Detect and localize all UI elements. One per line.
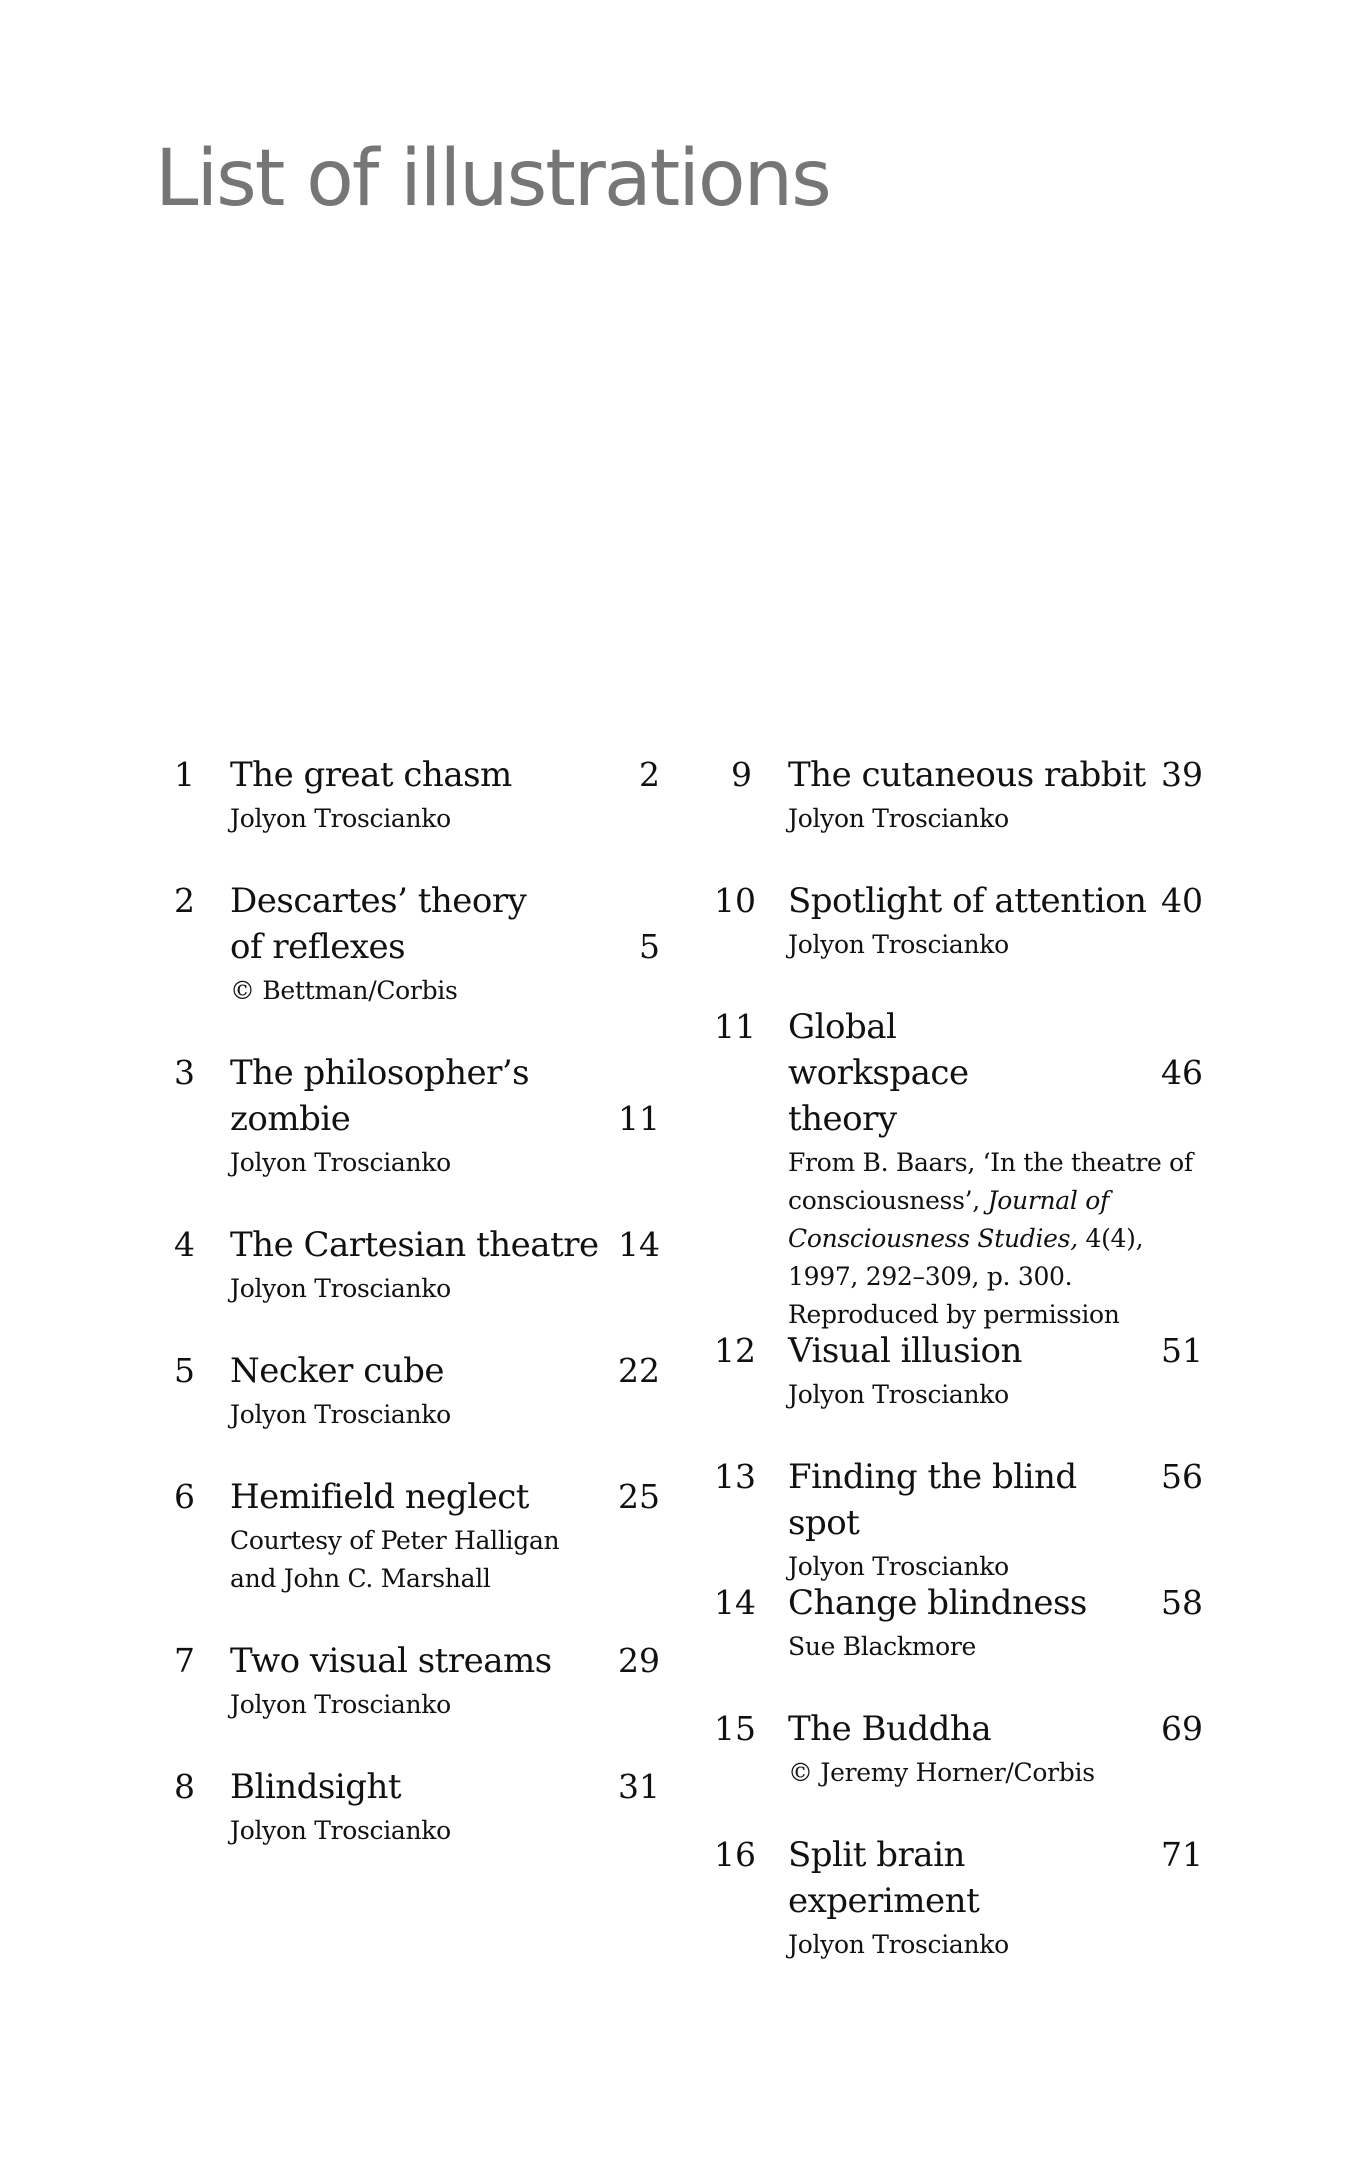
illustration-title: The philosopher’s zombie bbox=[230, 1053, 530, 1139]
credit-text: 4(4), 1997, 292–309, p. 300. Reproduced by permission bbox=[788, 1224, 1144, 1329]
illustration-credit bbox=[788, 1144, 1203, 1334]
illustration-entry bbox=[160, 878, 660, 1050]
page-number: 14 bbox=[618, 1225, 660, 1264]
illustration-number: 11 bbox=[714, 1007, 756, 1046]
illustration-credit: Courtesy of Peter Halligan and John C. Marshall bbox=[230, 1526, 560, 1593]
illustration-number: 10 bbox=[714, 881, 756, 920]
illustration-number: 16 bbox=[714, 1835, 756, 1874]
illustration-entry bbox=[714, 1580, 1203, 1706]
illustration-credit: © Jeremy Horner/Corbis bbox=[788, 1758, 1095, 1787]
illustration-entry bbox=[160, 1764, 660, 1890]
illustration-entry bbox=[718, 752, 1203, 878]
illustration-credit: Jolyon Troscianko bbox=[230, 804, 451, 833]
illustration-credit: Jolyon Troscianko bbox=[230, 1400, 451, 1429]
illustration-number: 6 bbox=[174, 1477, 195, 1516]
illustration-number: 4 bbox=[174, 1225, 195, 1264]
illustration-entry bbox=[714, 1004, 1203, 1329]
page-number: 69 bbox=[1161, 1709, 1203, 1748]
credit-text: From B. Baars, ‘In the theatre of consciousness’, bbox=[788, 1148, 1193, 1215]
page-number: 56 bbox=[1161, 1457, 1203, 1496]
illustration-entry bbox=[160, 752, 660, 878]
page-number: 31 bbox=[618, 1767, 660, 1806]
illustration-entry bbox=[714, 1832, 1203, 1959]
illustration-credit: Jolyon Troscianko bbox=[788, 1552, 1009, 1581]
illustration-title: Change blindness bbox=[788, 1583, 1087, 1623]
illustration-title: Descartes’ theory of reflexes bbox=[230, 881, 527, 967]
illustration-title: Finding the blind spot bbox=[788, 1457, 1077, 1543]
illustration-credit: Jolyon Troscianko bbox=[230, 1690, 451, 1719]
illustration-title: Two visual streams bbox=[230, 1641, 552, 1681]
illustration-number: 13 bbox=[714, 1457, 756, 1496]
page-number: 46 bbox=[1161, 1053, 1203, 1092]
illustration-entry bbox=[714, 1328, 1203, 1454]
illustrations-list-right bbox=[714, 752, 1203, 1959]
illustration-credit: Sue Blackmore bbox=[788, 1632, 976, 1661]
page-title: List of illustrations bbox=[155, 134, 830, 224]
illustration-number: 14 bbox=[714, 1583, 756, 1622]
page-number: 51 bbox=[1161, 1331, 1203, 1370]
illustration-title: The cutaneous rabbit bbox=[788, 755, 1146, 795]
illustration-credit: Jolyon Troscianko bbox=[788, 930, 1009, 959]
page-number: 39 bbox=[1161, 755, 1203, 794]
illustration-number: 5 bbox=[174, 1351, 195, 1390]
page-number: 40 bbox=[1161, 881, 1203, 920]
page-number: 22 bbox=[618, 1351, 660, 1390]
illustration-title: Spotlight of attention bbox=[788, 881, 1147, 921]
illustration-credit: Jolyon Troscianko bbox=[230, 1148, 451, 1177]
illustration-title: Blindsight bbox=[230, 1767, 402, 1807]
illustration-title: Global workspace theory bbox=[788, 1007, 969, 1139]
illustration-credit: Jolyon Troscianko bbox=[788, 1930, 1009, 1959]
illustration-entry bbox=[714, 1454, 1203, 1581]
page-number: 58 bbox=[1161, 1583, 1203, 1622]
illustration-credit: Jolyon Troscianko bbox=[230, 1274, 451, 1303]
illustration-entry bbox=[160, 1348, 660, 1474]
journal-title: Journal of Consciousness Studies, bbox=[788, 1186, 1109, 1253]
illustration-entry bbox=[160, 1474, 660, 1638]
illustration-credit: Jolyon Troscianko bbox=[230, 1816, 451, 1845]
page-number: 11 bbox=[618, 1099, 660, 1138]
illustration-title: Necker cube bbox=[230, 1351, 445, 1391]
illustration-number: 3 bbox=[174, 1053, 195, 1092]
page-number: 5 bbox=[639, 927, 660, 966]
illustration-number: 15 bbox=[714, 1709, 756, 1748]
illustration-entry bbox=[714, 878, 1203, 1004]
page-number: 2 bbox=[639, 755, 660, 794]
illustration-credit: Jolyon Troscianko bbox=[788, 804, 1009, 833]
illustration-entry bbox=[714, 1706, 1203, 1832]
illustration-title: The Buddha bbox=[788, 1709, 992, 1749]
page-number: 25 bbox=[618, 1477, 660, 1516]
illustration-title: The great chasm bbox=[230, 755, 512, 795]
page-number: 71 bbox=[1161, 1835, 1203, 1874]
illustration-entry bbox=[160, 1222, 660, 1348]
illustration-number: 1 bbox=[174, 755, 195, 794]
illustration-number: 9 bbox=[731, 755, 752, 794]
illustrations-list-left bbox=[160, 752, 660, 1890]
illustration-credit: © Bettman/Corbis bbox=[230, 976, 458, 1005]
illustration-title: Hemifield neglect bbox=[230, 1477, 529, 1517]
illustration-title: The Cartesian theatre bbox=[230, 1225, 599, 1265]
illustration-number: 2 bbox=[174, 881, 195, 920]
illustration-number: 7 bbox=[174, 1641, 195, 1680]
illustration-entry bbox=[160, 1050, 660, 1222]
page-number: 29 bbox=[618, 1641, 660, 1680]
illustration-number: 8 bbox=[174, 1767, 195, 1806]
illustration-credit: Jolyon Troscianko bbox=[788, 1380, 1009, 1409]
illustration-number: 12 bbox=[714, 1331, 756, 1370]
illustration-title: Split brain experiment bbox=[788, 1835, 980, 1921]
illustration-title: Visual illusion bbox=[788, 1331, 1022, 1371]
illustration-entry bbox=[160, 1638, 660, 1764]
